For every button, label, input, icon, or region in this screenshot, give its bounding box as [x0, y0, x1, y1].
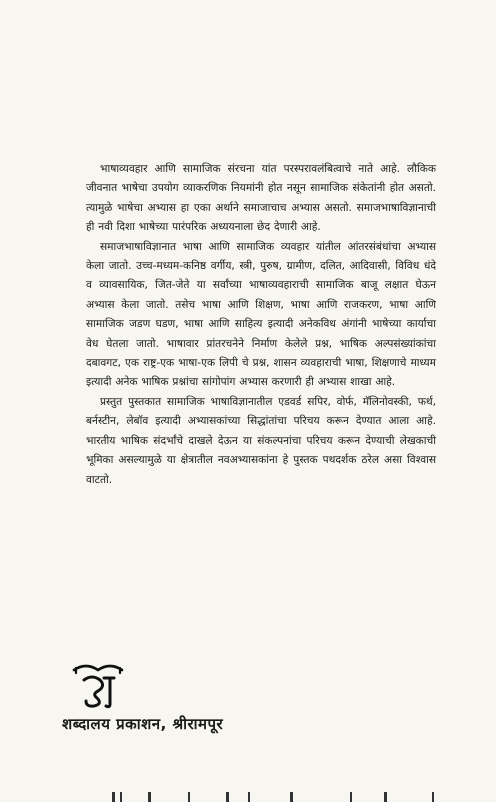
blurb-text — [86, 160, 436, 490]
blurb-paragraph-3: प्रस्तुत पुस्तकात सामाजिक भाषाविज्ञानातील एडवर्ड सपिर, वोर्फ, मॅलिनोवस्की, फर्थ, बर्नस्टीन, लेबॉव इत्यादी अभ्यासकांच्या सिद्धांतांचा परिचय करून देण्यात आला आहे. भारतीय भाषिक संदर्भांचे दाखले देऊन या संकल्पनांचा परिचय करून देण्याची लेखकाची भूमिका असल्यामुळे या क्षेत्रातील नवअभ्यासकांना हे पुस्तक पथदर्शक ठरेल असा विश्वास वाटतो. — [86, 395, 436, 486]
barcode-edge-marks — [0, 788, 496, 802]
shabdalay-logo-icon — [70, 660, 126, 710]
blurb-paragraph-2: समाजभाषाविज्ञानात भाषा आणि सामाजिक व्यवहार यांतील आंतरसंबंधांचा अभ्यास केला जातो. उच्च-मध्यम-कनिष्ठ वर्गीय, स्त्री, पुरुष, ग्रामीण, दलित, आदिवासी, विविध धंदे व व्यावसायिक, जित-जेते या सर्वांच्या भाषाव्यवहाराची सामाजिक बाजू लक्षात घेऊन अभ्यास केला जातो. तसेच भाषा आणि शिक्षण, भाषा आणि राजकरण, भाषा आणि सामाजिक जडण घडण, भाषा आणि साहित्य इत्यादी अनेकविध अंगांनी भाषेच्या कार्याचा वेध घेतला जातो. भाषावार प्रांतरचनेने निर्माण केलेले प्रश्न, भाषिक अल्पसंख्यांकांचा दबावगट, एक राष्ट्र-एक भाषा-एक लिपी चे प्रश्न, शासन व्यवहाराची भाषा, शिक्षणाचे माध्यम इत्यादी अनेक भाषिक प्रश्नांचा सांगोपांग अभ्यास करणारी ही अभ्यास शाखा आहे. — [86, 240, 436, 389]
publisher-name: शब्दालय प्रकाशन, श्रीरामपूर — [62, 715, 224, 733]
blurb-paragraph-1: भाषाव्यवहार आणि सामाजिक संरचना यांत परस्परावलंबित्वाचे नाते आहे. लौकिक जीवनात भाषेचा उपयोग व्याकरणिक नियमांनी होत नसून सामाजिक संकेतांनी होत असतो. त्यामुळे भाषेचा अभ्यास हा एका अर्थाने समाजाचाच अभ्यास असतो. समाजभाषाविज्ञानाची ही नवी दिशा भाषेच्या पारंपरिक अध्ययनाला छेद देणारी आहे. — [86, 163, 436, 234]
